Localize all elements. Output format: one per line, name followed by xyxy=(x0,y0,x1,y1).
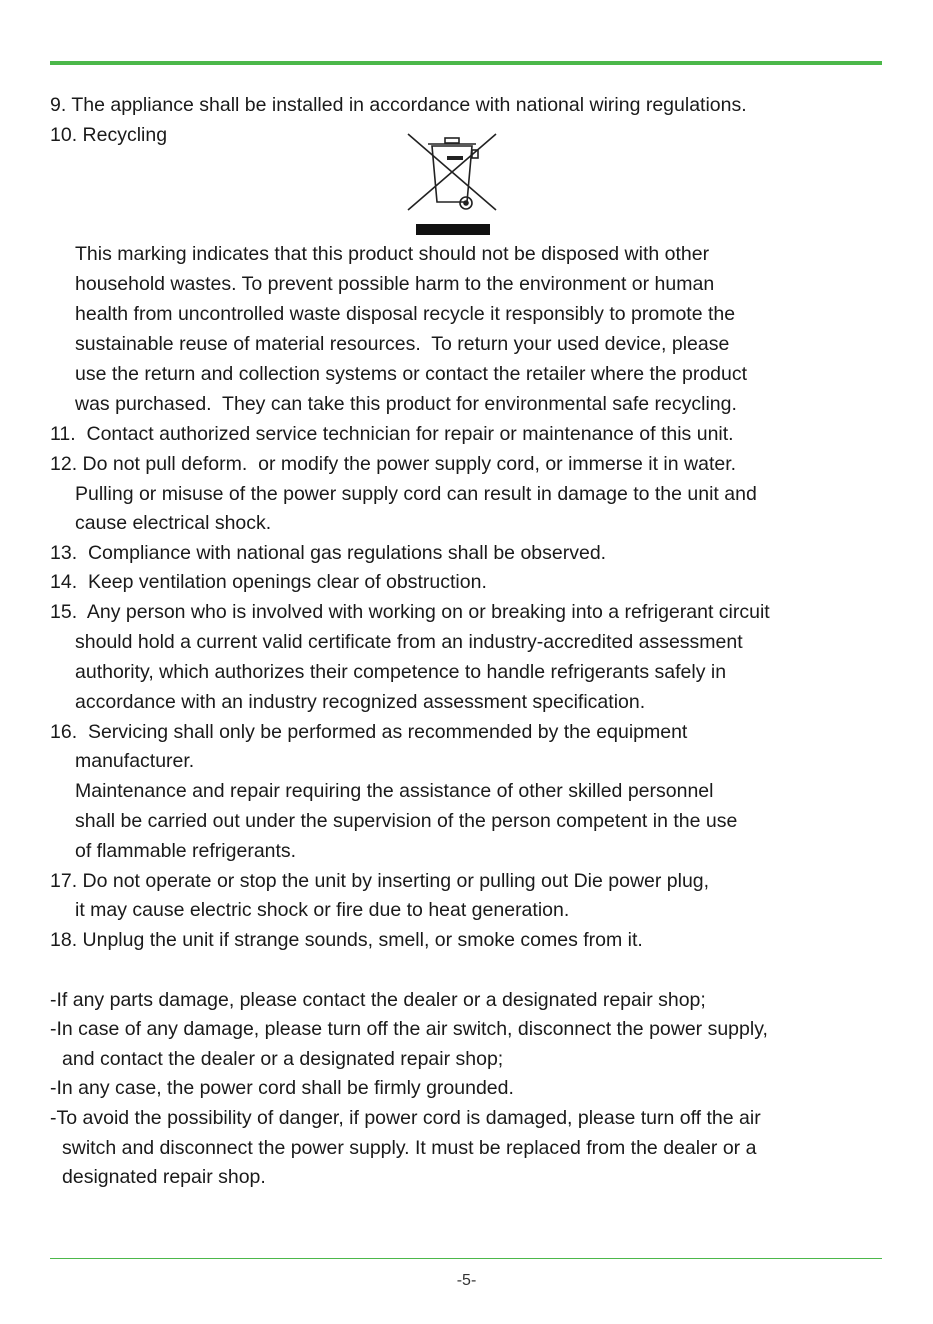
header-rule xyxy=(50,61,882,65)
note-line: -To avoid the possibility of danger, if power cord is damaged, please turn off the air xyxy=(50,1107,761,1129)
note-line-cont: designated repair shop. xyxy=(62,1166,266,1188)
item-15-cont: accordance with an industry recognized assessment specification. xyxy=(75,691,646,713)
note-line: -In any case, the power cord shall be firmly grounded. xyxy=(50,1077,514,1099)
item-12: 12. Do not pull deform. or modify the power supply cord, or immerse it in water. xyxy=(50,453,737,475)
item-9: 9. The appliance shall be installed in accordance with national wiring regulations. xyxy=(50,94,747,116)
item-16-cont: Maintenance and repair requiring the assistance of other skilled personnel xyxy=(75,780,714,802)
item-16: 16. Servicing shall only be performed as recommended by the equipment xyxy=(50,721,688,743)
item-17: 17. Do not operate or stop the unit by inserting or pulling out Die power plug, xyxy=(50,870,710,892)
footer-rule xyxy=(50,1258,882,1259)
item-11: 11. Contact authorized service technician for repair or maintenance of this unit. xyxy=(50,423,734,445)
item-12-cont: cause electrical shock. xyxy=(75,512,272,534)
item-14: 14. Keep ventilation openings clear of obstruction. xyxy=(50,571,487,593)
recycling-text-line: household wastes. To prevent possible harm to the environment or human xyxy=(75,273,715,295)
recycling-text-line: use the return and collection systems or contact the retailer where the product xyxy=(75,363,748,385)
item-16-cont: manufacturer. xyxy=(75,750,195,772)
item-15-cont: authority, which authorizes their competence to handle refrigerants safely in xyxy=(75,661,727,683)
item-15-cont: should hold a current valid certificate from an industry-accredited assessment xyxy=(75,631,743,653)
recycling-text-line: This marking indicates that this product should not be disposed with other xyxy=(75,243,710,265)
note-line: -If any parts damage, please contact the dealer or a designated repair shop; xyxy=(50,989,706,1011)
item-16-cont: shall be carried out under the supervision of the person competent in the use xyxy=(75,810,738,832)
item-13: 13. Compliance with national gas regulations shall be observed. xyxy=(50,542,607,564)
note-line-cont: and contact the dealer or a designated repair shop; xyxy=(62,1048,504,1070)
note-line-cont: switch and disconnect the power supply. It must be replaced from the dealer or a xyxy=(62,1137,757,1159)
item-10-heading: 10. Recycling xyxy=(50,124,168,146)
weee-crossed-bin-icon xyxy=(404,132,500,238)
item-15: 15. Any person who is involved with working on or breaking into a refrigerant circuit xyxy=(50,601,770,623)
item-12-cont: Pulling or misuse of the power supply cord can result in damage to the unit and xyxy=(75,483,757,505)
item-18: 18. Unplug the unit if strange sounds, smell, or smoke comes from it. xyxy=(50,929,643,951)
recycling-text-line: health from uncontrolled waste disposal recycle it responsibly to promote the xyxy=(75,303,736,325)
note-line: -In case of any damage, please turn off the air switch, disconnect the power supply, xyxy=(50,1018,768,1040)
item-17-cont: it may cause electric shock or fire due to heat generation. xyxy=(75,899,570,921)
page-number: -5- xyxy=(456,1272,477,1289)
recycling-text-line: sustainable reuse of material resources. To return your used device, please xyxy=(75,333,730,355)
item-16-cont: of flammable refrigerants. xyxy=(75,840,297,862)
recycling-text-line: was purchased. They can take this product for environmental safe recycling. xyxy=(75,393,737,415)
